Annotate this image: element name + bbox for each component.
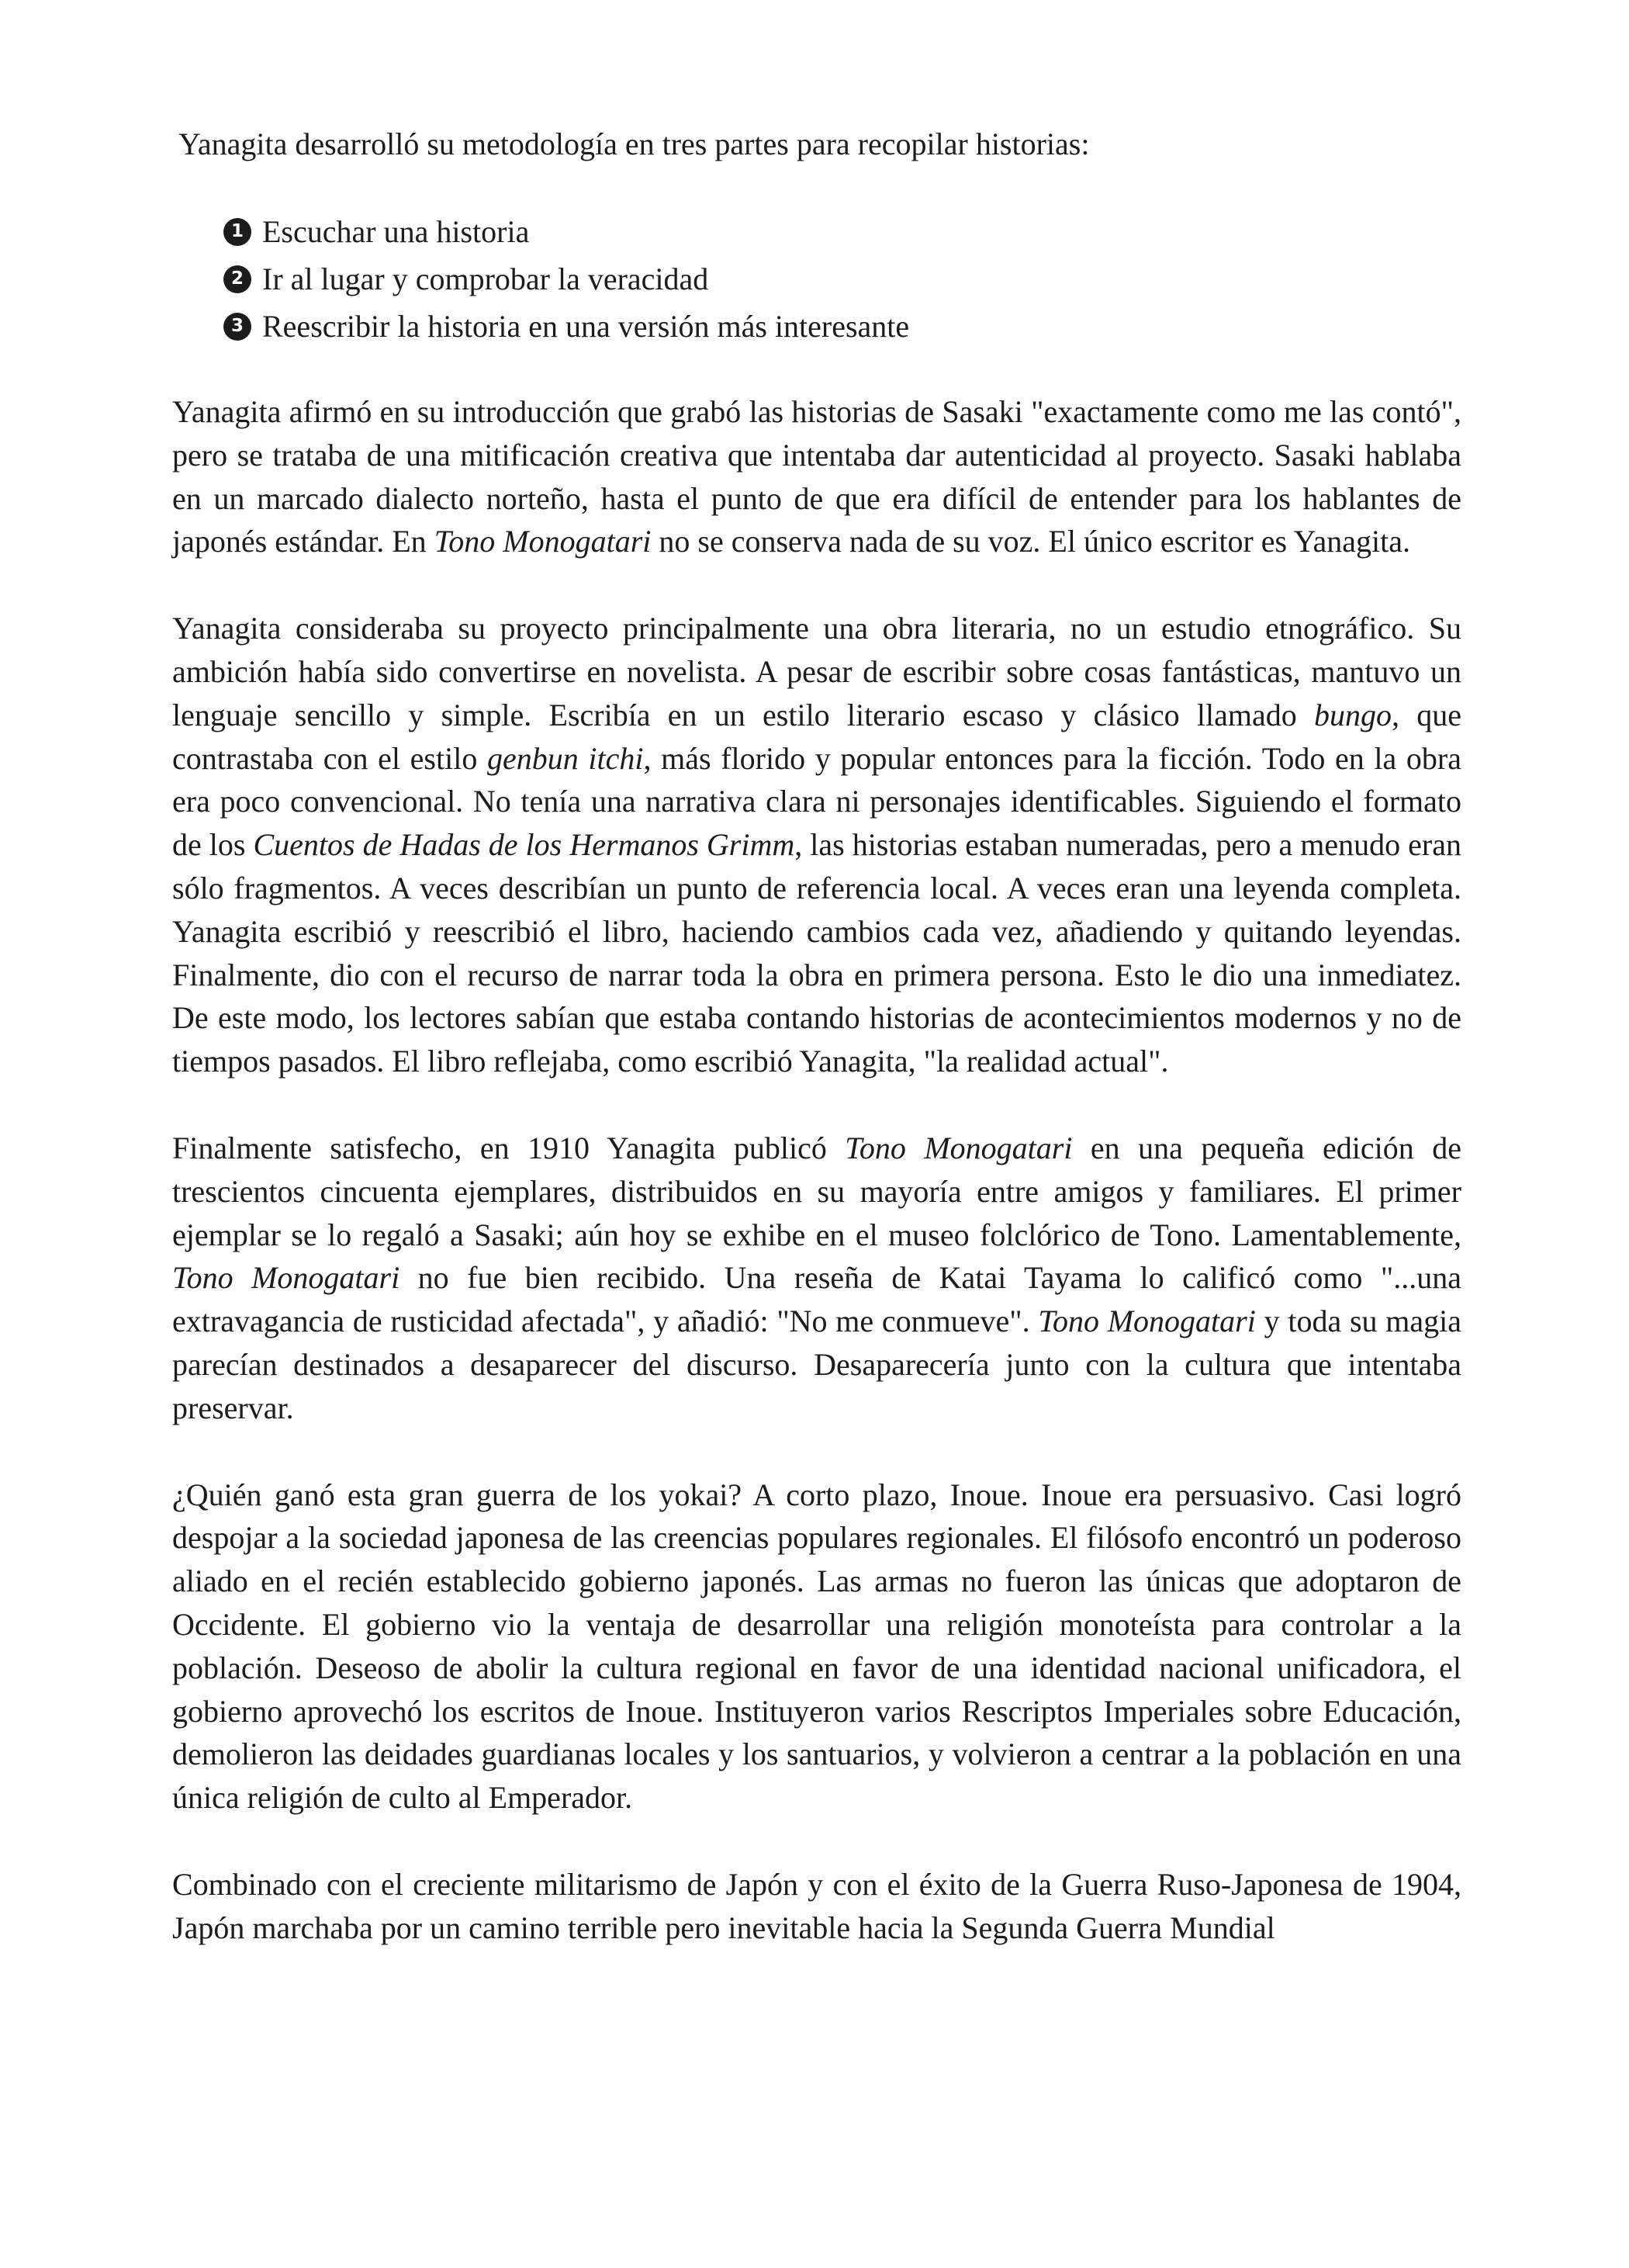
step-number-badge: 1 xyxy=(223,218,251,246)
italic-title: Tono Monogatari xyxy=(172,1260,400,1296)
body-paragraph xyxy=(172,1863,1461,1950)
body-paragraph xyxy=(172,1127,1461,1430)
paragraph-text: Yanagita afirmó en su introducción que grabó las historias de Sasaki "exactamente como me las contó", pero se trataba de una mitificación creativa que intentaba dar autenticidad al proyecto. Sasaki hablaba en un marcado dialecto norteño, hasta el punto de que era difícil de entender para los hablantes de japonés estándar. En xyxy=(172,394,1461,559)
paragraph-text: y toda su magia parecían destinados a desaparecer del discurso. Desaparecería junto con la cultura que intentaba preservar. xyxy=(172,1304,1462,1425)
step-number-badge: 3 xyxy=(223,313,251,341)
paragraph-text: , más florido y popular entonces para la ficción. Todo en la obra era poco convencional. No tenía una narrativa clara ni personajes identificables. Siguiendo el formato de los xyxy=(172,740,1461,863)
step-item xyxy=(223,208,1461,255)
italic-title: Tono Monogatari xyxy=(1038,1304,1256,1339)
step-item xyxy=(223,303,1461,350)
italic-title: Tono Monogatari xyxy=(434,524,652,559)
methodology-steps xyxy=(223,208,1461,350)
step-item xyxy=(223,255,1461,303)
paragraph-text: ¿Quién ganó esta gran guerra de los yokai? A corto plazo, Inoue. Inoue era persuasivo. Casi logró despojar a la sociedad japonesa de las creencias populares regionales. El filósofo encontró un poderoso aliado en el recién establecido gobierno japonés. Las armas no fueron las únicas que adoptaron de Occidente. El gobierno vio la ventaja de desarrollar una religión monoteísta para controlar a la población. Deseoso de abolir la cultura regional en favor de una identidad nacional unificadora, el gobierno aprovechó los escritos de Inoue. Instituyeron varios Rescriptos Imperiales sobre Educación, demolieron las deidades guardianas locales y los santuarios, y volvieron a centrar a la población en una única religión de culto al Emperador. xyxy=(172,1477,1461,1816)
body-paragraph xyxy=(172,1473,1461,1820)
italic-title: Tono Monogatari xyxy=(845,1130,1073,1165)
step-number-badge: 2 xyxy=(223,265,251,293)
intro-text: Yanagita desarrolló su metodología en tres partes para recopilar historias: xyxy=(178,126,1090,161)
italic-title: Cuentos de Hadas de los Hermanos Grimm xyxy=(253,827,795,863)
paragraph-text: no fue bien recibido. Una reseña de Katai Tayama lo calificó como "...una extravagancia de rusticidad afectada", y añadió: "No me conmueve". xyxy=(172,1260,1462,1339)
body-paragraph xyxy=(172,390,1461,563)
paragraph-text: Yanagita consideraba su proyecto principalmente una obra literaria, no un estudio etnográfico. Su ambición había sido convertirse en novelista. A pesar de escribir sobre cosas fantásticas, mantuvo un lenguaje sencillo y simple. Escribía en un estilo literario escaso y clásico llamado xyxy=(172,611,1461,732)
italic-title: bungo xyxy=(1314,697,1392,732)
paragraph-text: Combinado con el creciente militarismo de Japón y con el éxito de la Guerra Ruso-Japonesa de 1904, Japón marchaba por un camino terrible pero inevitable hacia la Segunda Guerra Mundial xyxy=(172,1866,1461,1945)
paragraph-text: Finalmente satisfecho, en 1910 Yanagita publicó xyxy=(172,1130,846,1165)
document-page xyxy=(172,123,1461,1950)
paragraph-text: en una pequeña edición de trescientos cincuenta ejemplares, distribuidos en su mayoría entre amigos y familiares. El primer ejemplar se lo regaló a Sasaki; aún hoy se exhibe en el museo folclórico de Tono. Lamentablemente, xyxy=(172,1130,1461,1252)
step-text: Reescribir la historia en una versión más interesante xyxy=(262,309,910,344)
italic-title: genbun itchi xyxy=(486,740,644,776)
body-text xyxy=(172,390,1461,1950)
paragraph-text: , que contrastaba con el estilo xyxy=(172,697,1461,776)
paragraph-text: , las historias estaban numeradas, pero a menudo eran sólo fragmentos. A veces describían un punto de referencia local. A veces eran una leyenda completa. Yanagita escribió y reescribió el libro, haciendo cambios cada vez, añadiendo y quitando leyendas. Finalmente, dio con el recurso de narrar toda la obra en primera persona. Esto le dio una inmediatez. De este modo, los lectores sabían que estaba contando historias de acontecimientos modernos y no de tiempos pasados. El libro reflejaba, como escribió Yanagita, "la realidad actual". xyxy=(172,827,1461,1079)
body-paragraph xyxy=(172,607,1461,1083)
step-text: Ir al lugar y comprobar la veracidad xyxy=(262,261,709,296)
paragraph-text: no se conserva nada de su voz. El único escritor es Yanagita. xyxy=(651,524,1410,559)
step-text: Escuchar una historia xyxy=(262,214,530,249)
